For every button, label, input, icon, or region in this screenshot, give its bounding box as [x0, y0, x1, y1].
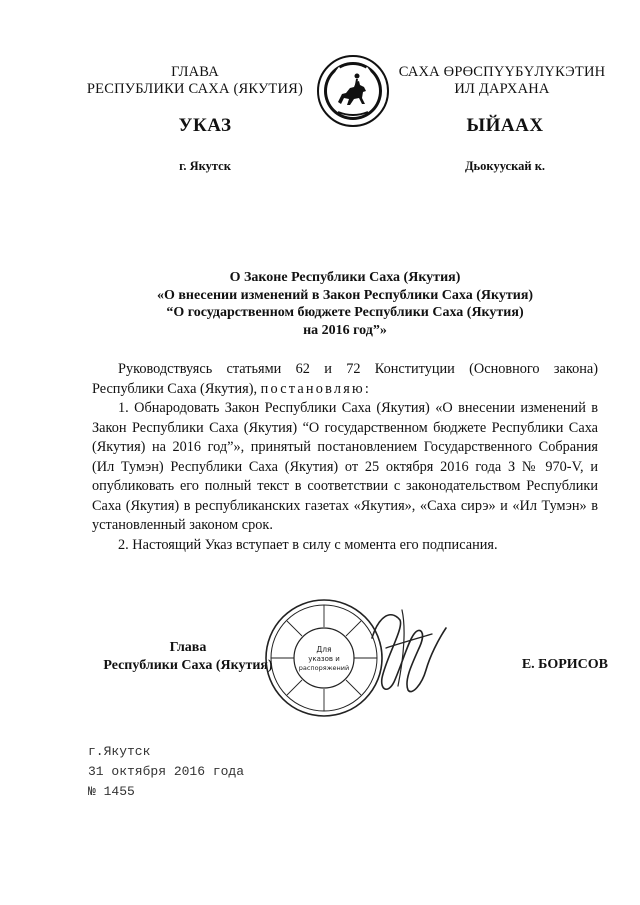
- footer-date: 31 октября 2016 года: [88, 764, 245, 779]
- doc-type-right: ЫЙААХ: [466, 115, 544, 136]
- footer-number: № 1455: [88, 784, 135, 799]
- sakha-coat-of-arms-icon: [316, 54, 390, 128]
- signer-name: Е. БОРИСОВ: [521, 657, 608, 672]
- stamp-center-line1: Для: [316, 645, 332, 654]
- doc-type-left: УКАЗ: [178, 115, 232, 136]
- city-left: г. Якутск: [179, 159, 231, 173]
- stamp-center-line3: распоряжений: [298, 664, 350, 672]
- title-line1: О Законе Республики Саха (Якутия): [229, 270, 461, 285]
- signature-title-line1: Глава: [169, 640, 207, 655]
- header-left-line1: ГЛАВА: [171, 64, 219, 80]
- signature-title-line2: Республики Саха (Якутия): [103, 658, 273, 673]
- body-intro: Руководствуясь статьями 62 и 72 Конституции (Основного закона) Республики Саха (Якутия),: [92, 361, 598, 397]
- header-right-line2: ИЛ ДАРХАНА: [454, 81, 550, 97]
- footer-place: г.Якутск: [88, 744, 151, 759]
- body-item-1: 1. Обнародовать Закон Республики Саха (Якутия) «О внесении изменений в Закон Республики Саха (Якутия) “О государственном бюджете Республики Саха (Якутия) на 2016 год”», принятый постановлением Государственного Собрания (Ил Тумэн) Республики Саха (Якутия) от 25 октября 2016 года З № 970-V, и опубликовать его полный текст в соответствии с законодательством Республики Саха (Якутия) в республиканских газетах «Якутия», «Саха сирэ» и «Ил Тумэн» в установленный законом срок.: [92, 400, 598, 533]
- handwritten-signature-icon: [342, 598, 452, 708]
- header-left-block: [80, 64, 310, 98]
- registration-footer: [88, 742, 244, 802]
- header-right-line1: САХА ӨРӨСПҮҮБҮЛҮКЭТИН: [398, 64, 606, 80]
- document-body: [92, 360, 598, 555]
- header-left-line2: РЕСПУБЛИКИ САХА (ЯКУТИЯ): [86, 81, 304, 97]
- body-decree-word: постановляю:: [260, 380, 372, 397]
- document-title: [60, 269, 630, 339]
- stamp-center-line2: указов и: [308, 655, 340, 663]
- signature-title: [92, 639, 284, 675]
- city-right: Дьокуускай к.: [464, 159, 546, 173]
- title-line3: “О государственном бюджете Республики Саха (Якутия): [166, 305, 524, 320]
- title-line2: «О внесении изменений в Закон Республики Саха (Якутия): [156, 287, 534, 303]
- title-line4: на 2016 год”»: [303, 322, 387, 338]
- body-item-2: 2. Настоящий Указ вступает в силу с момента его подписания.: [118, 536, 498, 553]
- body-intro-paragraph: [92, 360, 598, 399]
- header-right-block: [396, 64, 608, 98]
